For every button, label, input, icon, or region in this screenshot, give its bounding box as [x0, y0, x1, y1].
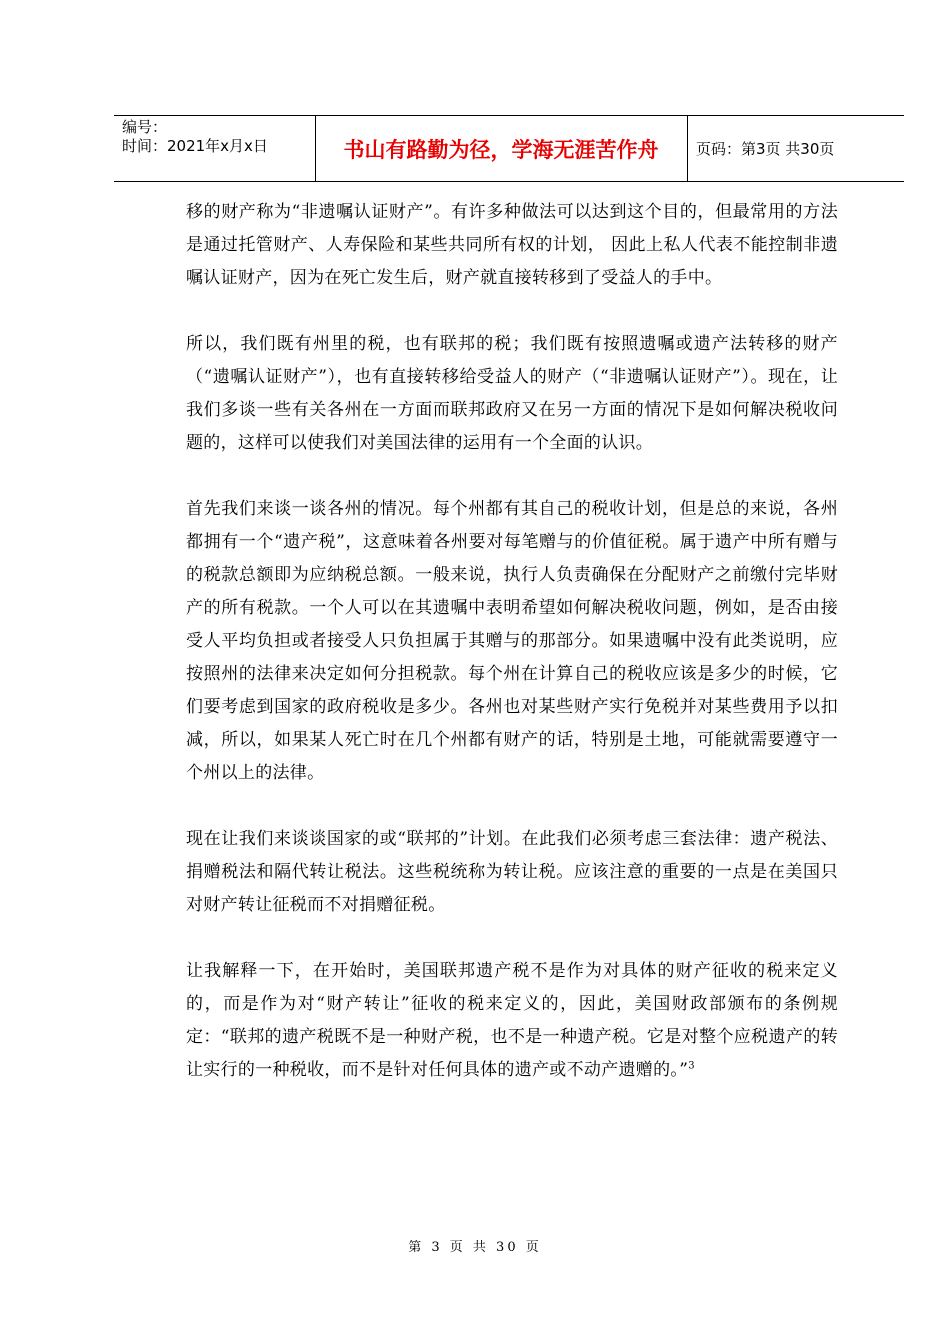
paragraph-2: 所以，我们既有州里的税，也有联邦的税；我们既有按照遗嘱或遗产法转移的财产（“遗嘱认证财产”），也有直接转移给受益人的财产（“非遗嘱认证财产”）。现在，让我们多谈一些有关各州在一方面而联邦政府又在另一方面的情况下是如何解决税收问题的，这样可以使我们对美国法律的运用有一个全面的认识。	[186, 334, 838, 453]
footnote-reference: 3	[688, 1060, 695, 1072]
header-motto: 书山有路勤为径，学海无涯苦作舟	[343, 137, 659, 162]
paragraph-3: 首先我们来谈一谈各州的情况。每个州都有其自己的税收计划，但是总的来说，各州都拥有一个“遗产税”，这意味着各州要对每笔赠与的价值征税。属于遗产中所有赠与的税款总额即为应纳税总额。一般来说，执行人负责确保在分配财产之前缴付完毕财产的所有税款。一个人可以在其遗嘱中表明希望如何解决税收问题，例如，是否由接受人平均负担或者接受人只负担属于其赠与的那部分。如果遗嘱中没有此类说明，应按照州的法律来决定如何分担税款。每个州在计算自己的税收应该是多少的时候，它们要考虑到国家的政府税收是多少。各州也对某些财产实行免税并对某些费用予以扣减，所以，如果某人死亡时在几个州都有财产的话，特别是土地，可能就需要遵守一个州以上的法律。	[186, 499, 838, 783]
paragraph-1: 移的财产称为“非遗嘱认证财产”。有许多种做法可以达到这个目的，但最常用的方法是通过托管财产、人寿保险和某些共同所有权的计划， 因此上私人代表不能控制非遗嘱认证财产，因为在死亡发生后，财产就直接转移到了受益人的手中。	[186, 202, 838, 288]
document-body	[186, 196, 838, 1120]
header-meta	[122, 118, 268, 156]
serial-number-label: 编号：	[122, 118, 168, 136]
page-footer: 第 3 页 共 30 页	[408, 1240, 542, 1255]
header-page-number: 页码：第3页 共30页	[696, 140, 835, 158]
paragraph-4: 现在让我们来谈谈国家的或“联邦的”计划。在此我们必须考虑三套法律：遗产税法、捐赠税法和隔代转让税法。这些税统称为转让税。应该注意的重要的一点是在美国只对财产转让征税而不对捐赠征税。	[186, 829, 838, 915]
header-divider-right	[687, 116, 688, 181]
date-label: 时间：2021年x月x日	[122, 137, 268, 155]
paragraph-5-text: 让我解释一下，在开始时，美国联邦遗产税不是作为对具体的财产征收的税来定义的，而是作为对“财产转让”征收的税来定义的，因此，美国财政部颁布的条例规定：“联邦的遗产税既不是一种财产税，也不是一种遗产税。它是对整个应税遗产的转让实行的一种税收，而不是针对任何具体的遗产或不动产遗赠的。”	[186, 961, 838, 1080]
page-header	[114, 115, 904, 182]
paragraph-5	[186, 955, 838, 1087]
